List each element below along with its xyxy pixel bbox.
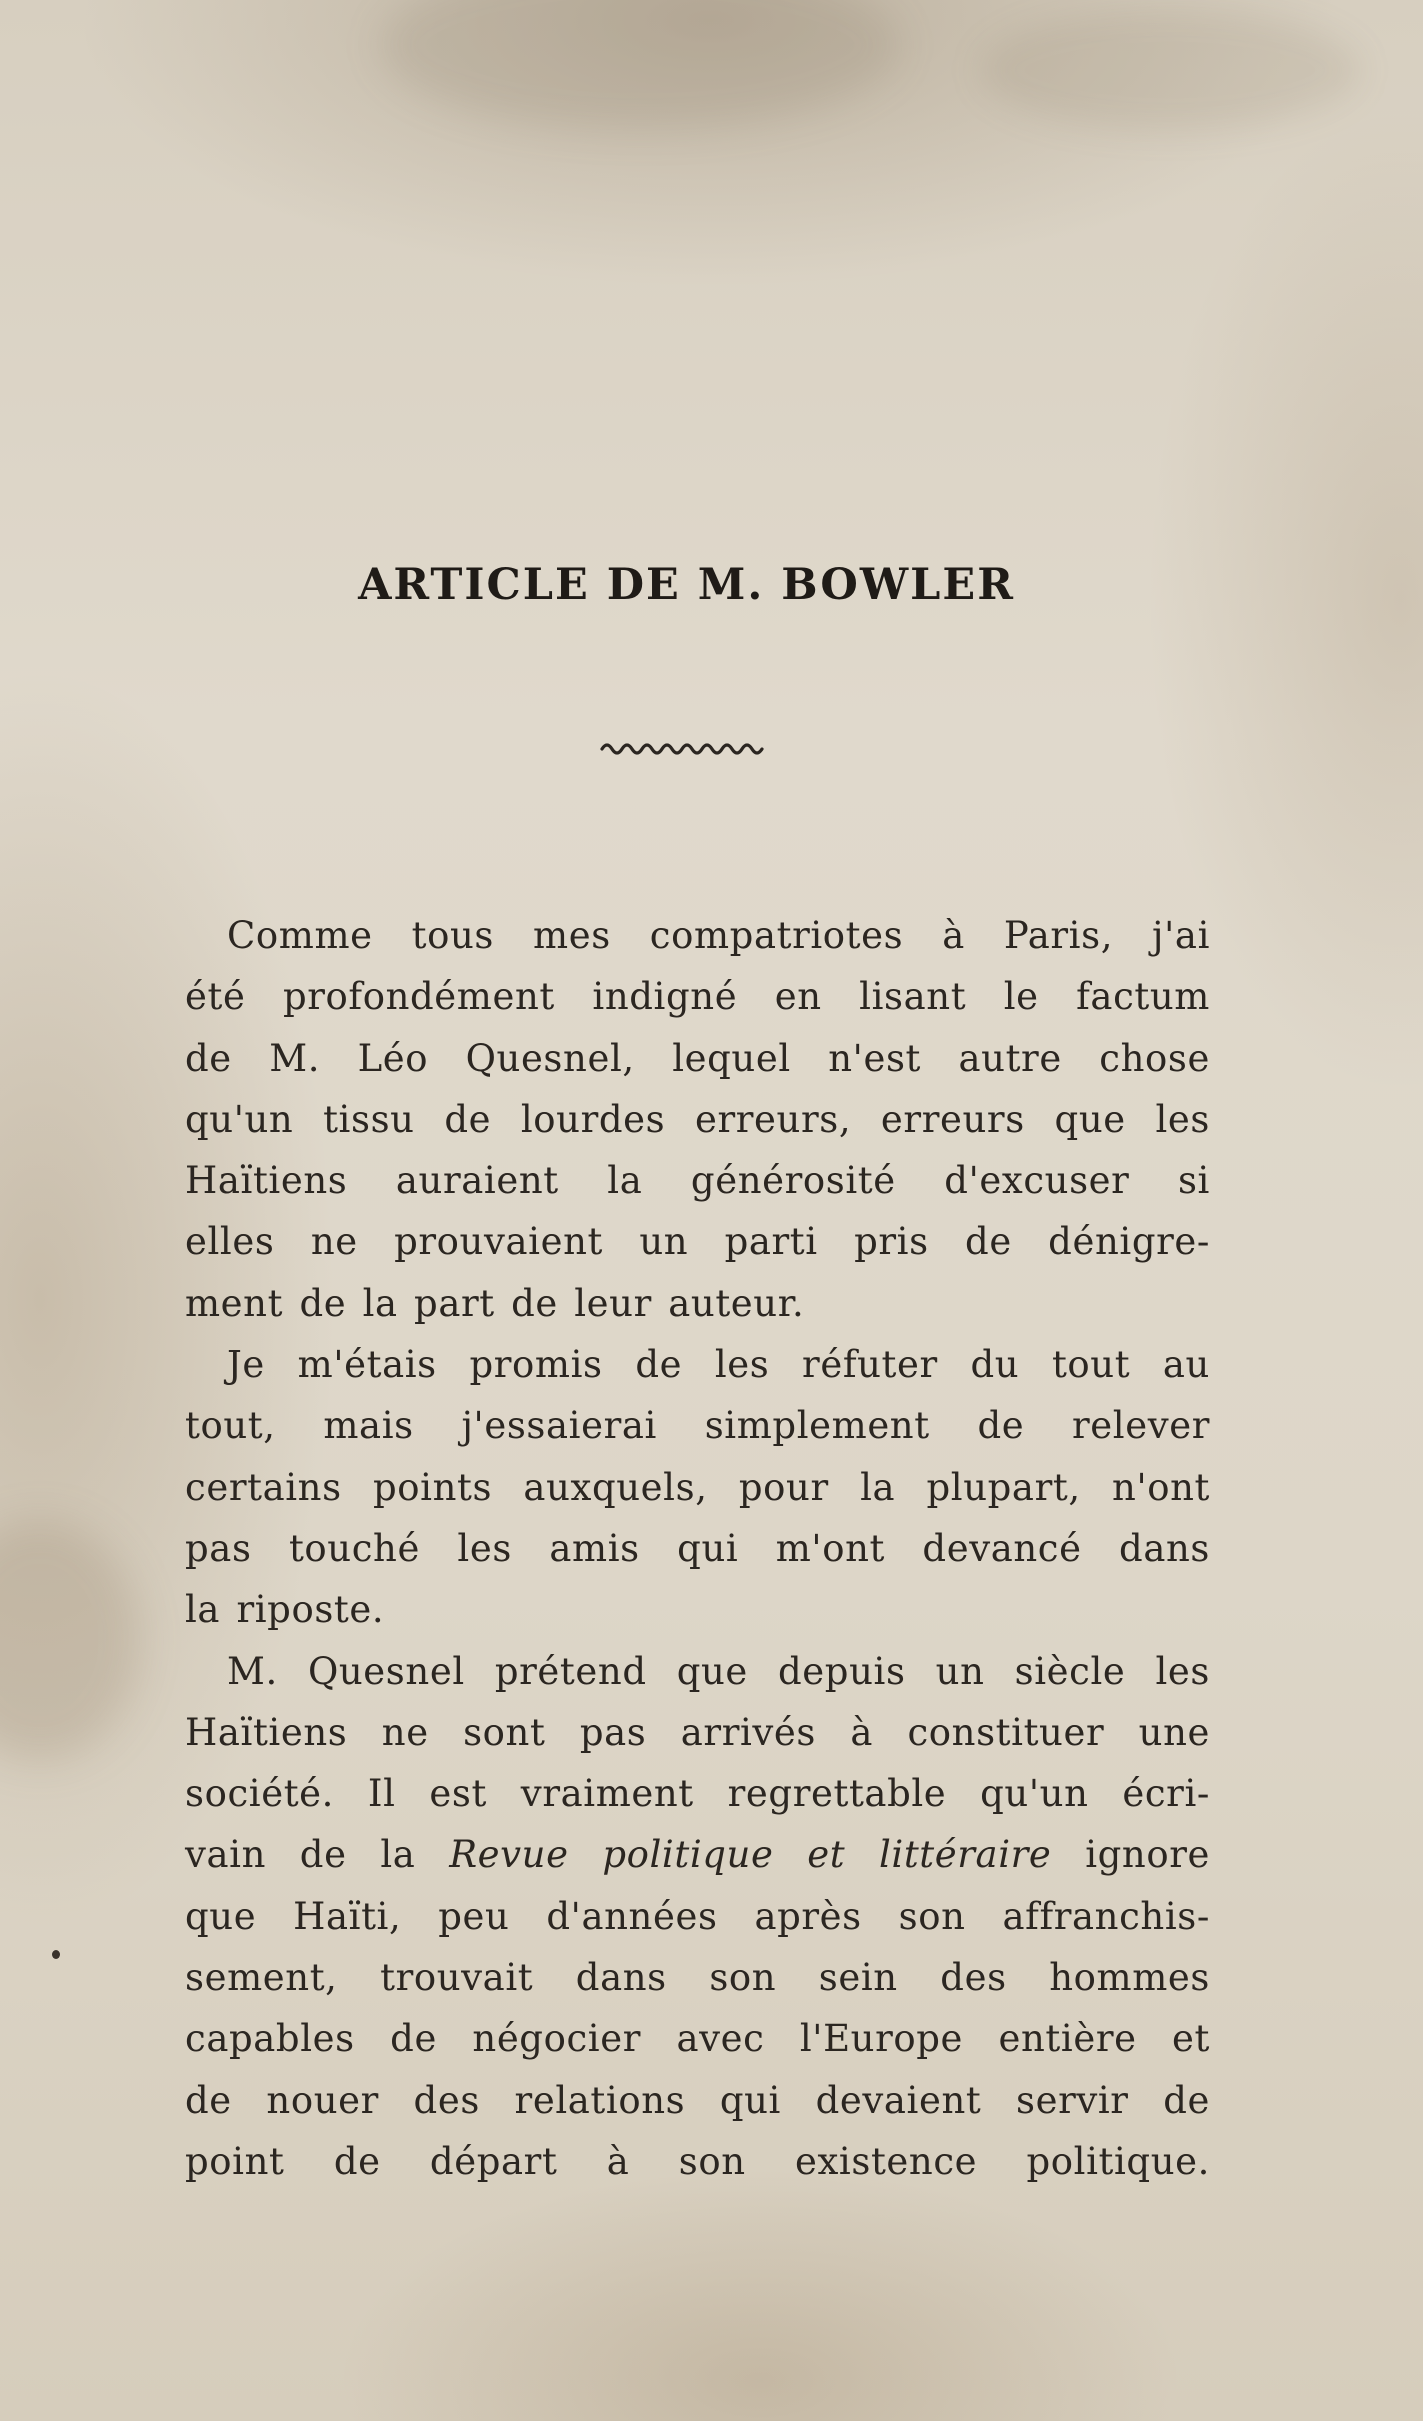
text-line: elles ne prouvaient un parti pris de dénigre-: [185, 1220, 1210, 1264]
wavy-ornament-divider: [600, 738, 770, 758]
text-line: Je m'étais promis de les réfuter du tout au: [227, 1343, 1210, 1387]
text-line: point de départ à son existence politique.: [185, 2139, 1210, 2183]
text-line: que Haïti, peu d'années après son affranchis-: [185, 1894, 1210, 1938]
paragraph-3: [185, 1641, 1210, 2193]
text-segment: vain de la: [185, 1833, 450, 1877]
text-line: de nouer des relations qui devaient servir de: [185, 2078, 1210, 2122]
text-line: de M. Léo Quesnel, lequel n'est autre chose: [185, 1036, 1210, 1080]
text-line: certains points auxquels, pour la plupart, n'ont: [185, 1465, 1210, 1509]
text-line: pas touché les amis qui m'ont devancé dans: [185, 1526, 1210, 1570]
text-line-with-italic: [185, 1824, 1210, 1885]
text-line: Haïtiens ne sont pas arrivés à constituer une: [185, 1710, 1210, 1754]
paper-stain: [0, 1520, 140, 1760]
paragraph-2: [185, 1334, 1210, 1640]
text-line: tout, mais j'essaierai simplement de relever: [185, 1404, 1210, 1448]
paper-stain: [380, 0, 900, 130]
text-line: sement, trouvait dans son sein des hommes: [185, 1956, 1210, 2000]
text-line: Haïtiens auraient la générosité d'excuser si: [185, 1159, 1210, 1203]
text-line: la riposte.: [185, 1588, 385, 1632]
italic-journal-title: Revue politique et littéraire: [449, 1833, 1052, 1877]
text-line: qu'un tissu de lourdes erreurs, erreurs que les: [185, 1097, 1210, 1141]
article-body: [185, 905, 1210, 2192]
text-line: ment de la part de leur auteur.: [185, 1281, 805, 1325]
text-segment: ignore: [1051, 1833, 1211, 1877]
ink-dot: [52, 1950, 60, 1959]
paper-stain: [980, 10, 1360, 130]
text-line: Comme tous mes compatriotes à Paris, j'ai: [227, 914, 1210, 957]
text-line: société. Il est vraiment regrettable qu'un écri-: [185, 1772, 1210, 1816]
paragraph-1: [185, 905, 1210, 1334]
text-line: M. Quesnel prétend que depuis un siècle les: [227, 1649, 1210, 1693]
page-title: ARTICLE DE M. BOWLER: [358, 560, 1015, 610]
text-line: capables de négocier avec l'Europe entière et: [185, 2017, 1210, 2061]
text-line: été profondément indigné en lisant le factum: [185, 975, 1210, 1019]
